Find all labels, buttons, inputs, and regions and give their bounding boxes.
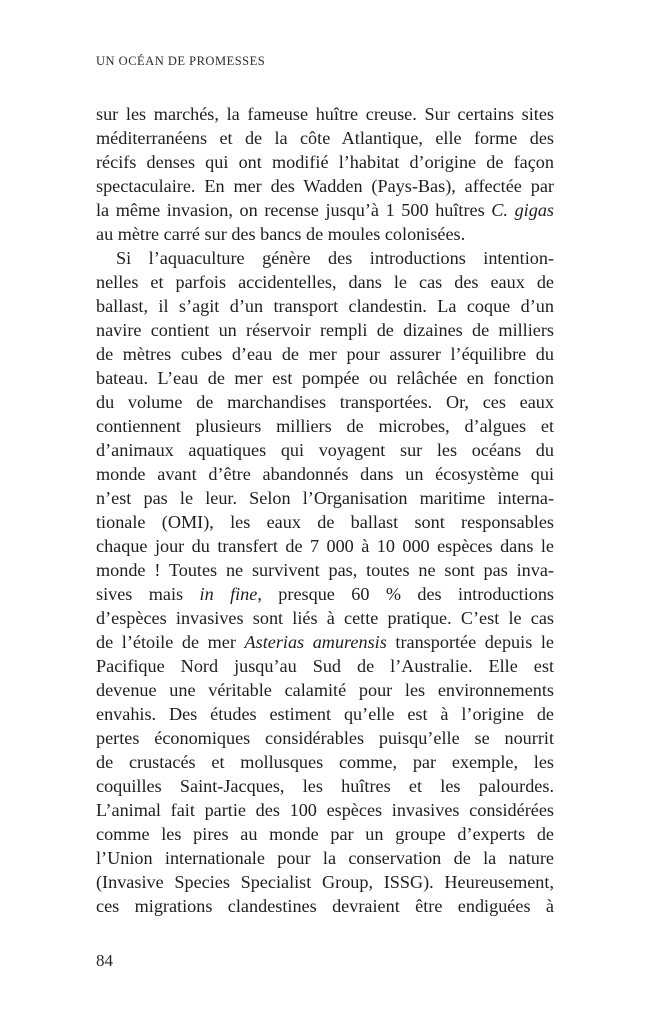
text-line — [96, 198, 554, 222]
text-segment: monde ! Toutes ne survivent pas, toutes ne sont pas inva- — [96, 560, 554, 580]
text-line — [96, 126, 554, 150]
text-line — [96, 870, 554, 894]
text-line — [96, 438, 554, 462]
text-segment: bateau. L’eau de mer est pompée ou relâchée en fonction — [96, 368, 554, 388]
text-line — [96, 702, 554, 726]
italic-text: C. gigas — [491, 200, 554, 220]
text-line — [96, 222, 554, 246]
text-line — [96, 798, 554, 822]
text-segment: contiennent plusieurs milliers de microbes, d’algues et — [96, 416, 554, 436]
text-segment: L’animal fait partie des 100 espèces invasives considérées — [96, 800, 554, 820]
text-segment: nelles et parfois accidentelles, dans le cas des eaux de — [96, 272, 554, 292]
text-segment: au mètre carré sur des bancs de moules colonisées. — [96, 224, 466, 244]
text-line — [96, 150, 554, 174]
text-segment: d’animaux aquatiques qui voyagent sur les océans du — [96, 440, 554, 460]
text-line — [96, 534, 554, 558]
text-line — [96, 750, 554, 774]
body-text — [96, 102, 554, 918]
text-segment: sur les marchés, la fameuse huître creuse. Sur certains sites — [96, 104, 554, 124]
page-number: 84 — [96, 951, 113, 970]
text-line — [96, 342, 554, 366]
text-segment: transportée depuis le — [386, 632, 554, 652]
text-line — [96, 510, 554, 534]
text-line — [96, 462, 554, 486]
italic-text: in fine — [199, 584, 258, 604]
text-segment: ballast, il s’agit d’un transport clandestin. La coque d’un — [96, 296, 554, 316]
text-line — [96, 486, 554, 510]
text-segment: de crustacés et mollusques comme, par exemple, les — [96, 752, 554, 772]
text-line — [96, 270, 554, 294]
text-line — [96, 390, 554, 414]
text-segment: d’espèces invasives sont liés à cette pratique. C’est le cas — [96, 608, 554, 628]
text-line — [96, 630, 554, 654]
text-line — [96, 774, 554, 798]
text-line — [96, 174, 554, 198]
text-line — [96, 894, 554, 918]
text-line — [96, 606, 554, 630]
text-segment: récifs denses qui ont modifié l’habitat d’origine de façon — [96, 152, 554, 172]
text-segment: la même invasion, on recense jusqu’à 1 500 huîtres — [96, 200, 492, 220]
text-line — [96, 102, 554, 126]
text-line — [96, 246, 554, 270]
text-segment: (Invasive Species Specialist Group, ISSG). Heureusement, — [96, 872, 554, 892]
text-line — [96, 582, 554, 606]
text-segment: envahis. Des études estiment qu’elle est à l’origine de — [96, 704, 554, 724]
text-segment: pertes économiques considérables puisqu’elle se nourrit — [96, 728, 554, 748]
text-line — [96, 318, 554, 342]
text-line — [96, 558, 554, 582]
text-line — [96, 846, 554, 870]
italic-text: Asterias amurensis — [244, 632, 387, 652]
text-line — [96, 726, 554, 750]
text-segment: monde avant d’être abandonnés dans un écosystème qui — [96, 464, 554, 484]
text-line — [96, 414, 554, 438]
text-segment: chaque jour du transfert de 7 000 à 10 000 espèces dans le — [96, 536, 554, 556]
text-segment: Pacifique Nord jusqu’au Sud de l’Australie. Elle est — [96, 656, 554, 676]
text-segment: comme les pires au monde par un groupe d’experts de — [96, 824, 554, 844]
text-segment: navire contient un réservoir rempli de dizaines de milliers — [96, 320, 554, 340]
text-segment: spectaculaire. En mer des Wadden (Pays-Bas), affectée par — [96, 176, 554, 196]
text-segment: n’est pas le leur. Selon l’Organisation maritime interna- — [96, 488, 554, 508]
text-line — [96, 654, 554, 678]
text-line — [96, 678, 554, 702]
text-segment: méditerranéens et de la côte Atlantique, elle forme des — [96, 128, 554, 148]
text-line — [96, 822, 554, 846]
text-line — [96, 366, 554, 390]
text-line — [96, 294, 554, 318]
text-segment: , presque 60 % des introductions — [257, 584, 555, 604]
text-segment: Si l’aquaculture génère des introductions intention- — [116, 248, 554, 268]
text-segment: sives mais — [96, 584, 200, 604]
text-segment: du volume de marchandises transportées. Or, ces eaux — [96, 392, 554, 412]
text-segment: tionale (OMI), les eaux de ballast sont responsables — [96, 512, 554, 532]
text-segment: ces migrations clandestines devraient être endiguées à — [96, 896, 554, 916]
text-segment: coquilles Saint-Jacques, les huîtres et les palourdes. — [96, 776, 554, 796]
text-segment: de l’étoile de mer — [96, 632, 245, 652]
text-segment: devenue une véritable calamité pour les environnements — [96, 680, 554, 700]
running-head: UN OCÉAN DE PROMESSES — [96, 54, 266, 68]
text-segment: de mètres cubes d’eau de mer pour assurer l’équilibre du — [96, 344, 554, 364]
text-segment: l’Union internationale pour la conservation de la nature — [96, 848, 554, 868]
